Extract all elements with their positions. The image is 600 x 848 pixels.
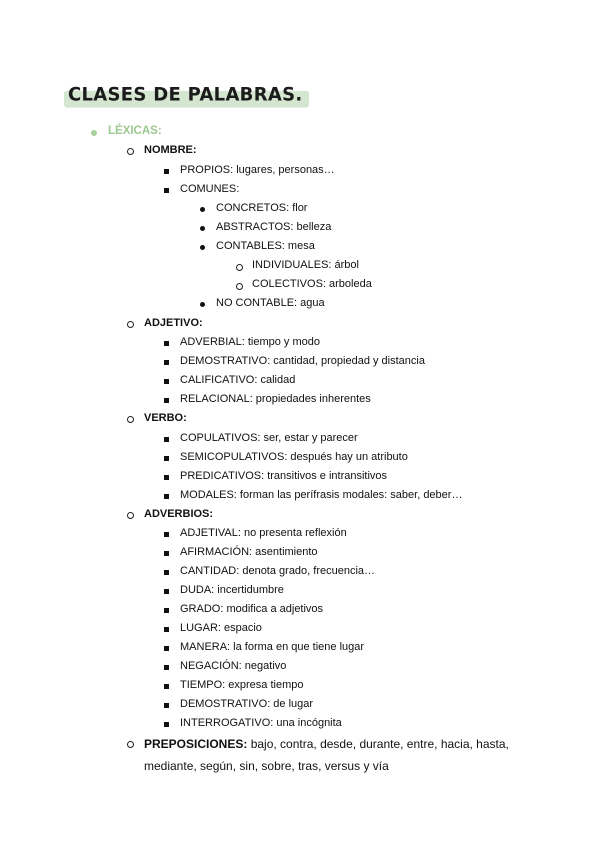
circle-bullet-icon [127, 512, 134, 519]
section-lexicas: LÉXICAS: [108, 125, 162, 137]
list-item: MANERA: la forma en que tiene lugar [180, 641, 365, 653]
square-bullet-icon [164, 703, 169, 708]
square-bullet-icon [164, 665, 169, 670]
square-bullet-icon [164, 589, 169, 594]
circle-bullet-icon [236, 283, 243, 290]
list-item: ABSTRACTOS: belleza [216, 221, 332, 233]
list-item: DUDA: incertidumbre [180, 584, 284, 596]
heading-adjetivo: ADJETIVO: [144, 317, 203, 329]
preposiciones-line-1 [144, 733, 514, 755]
list-item: ADVERBIAL: tiempo y modo [180, 336, 321, 348]
square-bullet-icon [164, 551, 169, 556]
square-bullet-icon [164, 379, 169, 384]
preposiciones-line-2: mediante, según, sin, sobre, tras, versus y vía [144, 759, 389, 773]
heading-nombre: NOMBRE: [144, 144, 197, 156]
square-bullet-icon [164, 188, 169, 193]
list-item: NEGACIÓN: negativo [180, 660, 287, 672]
square-bullet-icon [164, 646, 169, 651]
list-item: MODALES: forman las perífrasis modales: saber, deber… [180, 489, 463, 501]
square-bullet-icon [164, 360, 169, 365]
square-bullet-icon [164, 532, 169, 537]
square-bullet-icon [164, 722, 169, 727]
page-title [68, 83, 303, 105]
list-item: SEMICOPULATIVOS: después hay un atributo [180, 451, 408, 463]
page-title-text: CLASES DE PALABRAS. [68, 83, 303, 106]
bullet-icon [91, 130, 97, 136]
disc-bullet-icon [200, 245, 205, 250]
disc-bullet-icon [200, 226, 205, 231]
square-bullet-icon [164, 398, 169, 403]
list-item: GRADO: modifica a adjetivos [180, 603, 324, 615]
heading-preposiciones: PREPOSICIONES: [144, 737, 248, 751]
square-bullet-icon [164, 437, 169, 442]
preposiciones-text-1: bajo, contra, desde, durante, entre, hacia, hasta, [250, 737, 509, 751]
disc-bullet-icon [200, 302, 205, 307]
page-title-wrap [68, 84, 303, 105]
list-item: TIEMPO: expresa tiempo [180, 679, 304, 691]
list-item: CONCRETOS: flor [216, 202, 308, 214]
list-item: CANTIDAD: denota grado, frecuencia… [180, 565, 376, 577]
circle-bullet-icon [127, 741, 134, 748]
square-bullet-icon [164, 475, 169, 480]
circle-bullet-icon [127, 321, 134, 328]
square-bullet-icon [164, 456, 169, 461]
list-item: RELACIONAL: propiedades inherentes [180, 393, 371, 405]
heading-adverbios: ADVERBIOS: [144, 508, 214, 520]
circle-bullet-icon [236, 264, 243, 271]
circle-bullet-icon [127, 416, 134, 423]
list-item: AFIRMACIÓN: asentimiento [180, 546, 318, 558]
square-bullet-icon [164, 494, 169, 499]
square-bullet-icon [164, 570, 169, 575]
circle-bullet-icon [127, 148, 134, 155]
list-item: ADJETIVAL: no presenta reflexión [180, 527, 347, 539]
square-bullet-icon [164, 627, 169, 632]
square-bullet-icon [164, 608, 169, 613]
disc-bullet-icon [200, 207, 205, 212]
list-item: INDIVIDUALES: árbol [252, 259, 359, 271]
list-item: CONTABLES: mesa [216, 240, 315, 252]
square-bullet-icon [164, 341, 169, 346]
square-bullet-icon [164, 169, 169, 174]
list-item: DEMOSTRATIVO: de lugar [180, 698, 314, 710]
list-item: CALIFICATIVO: calidad [180, 374, 296, 386]
heading-verbo: VERBO: [144, 412, 187, 424]
list-item: COLECTIVOS: arboleda [252, 278, 372, 290]
list-item: COPULATIVOS: ser, estar y parecer [180, 432, 358, 444]
list-item: PREDICATIVOS: transitivos e intransitivos [180, 470, 388, 482]
square-bullet-icon [164, 684, 169, 689]
list-item: INTERROGATIVO: una incógnita [180, 717, 342, 729]
list-item: DEMOSTRATIVO: cantidad, propiedad y distancia [180, 355, 425, 367]
list-item: PROPIOS: lugares, personas… [180, 164, 335, 176]
list-item: NO CONTABLE: agua [216, 297, 325, 309]
list-item: COMUNES: [180, 183, 240, 195]
list-item: LUGAR: espacio [180, 622, 262, 634]
